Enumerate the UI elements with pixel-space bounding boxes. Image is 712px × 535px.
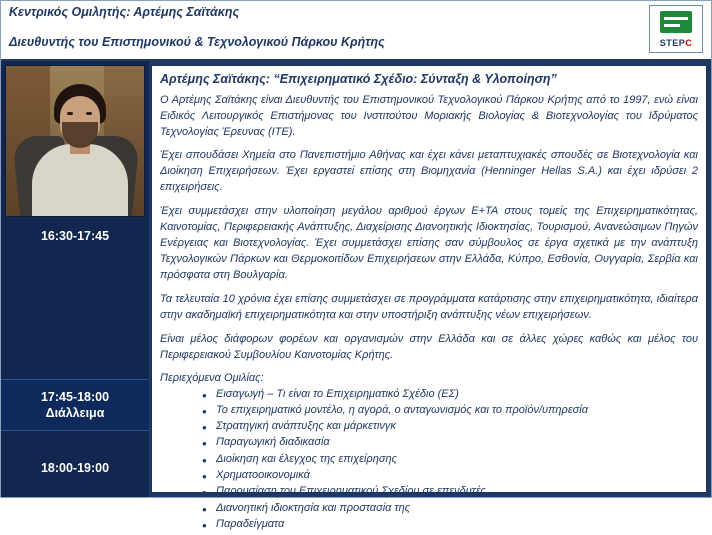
header-speaker-line: Κεντρικός Ομιλητής: Αρτέμης Σαϊτάκης <box>9 5 240 19</box>
photo-eye-left <box>67 112 73 115</box>
photo-shirt <box>32 144 128 216</box>
slide-header <box>1 1 711 61</box>
schedule-slot-1 <box>1 229 149 243</box>
contents-label: Περιεχόμενα Ομιλίας: <box>160 371 264 384</box>
bio-paragraph-5: Είναι μέλος διάφορων φορέων και οργανισμών στην Ελλάδα και σε άλλες χώρες καθώς και μέλος του Περιφερειακού Συμβουλίου Καινοτομίας Κρήτης. <box>160 332 698 361</box>
list-item: • Διανοητική ιδιοκτησία και προστασία της <box>216 500 698 516</box>
schedule-slot-1-time: 16:30-17:45 <box>40 229 110 243</box>
schedule-sidebar <box>1 61 149 497</box>
logo-label <box>650 38 702 48</box>
list-item: • Παραδείγματα <box>216 516 698 532</box>
logo-graphic <box>650 6 702 52</box>
schedule-slot-3-time: 18:00-19:00 <box>40 461 110 475</box>
list-item: • Εισαγωγή – Τι είναι το Επιχειρηματικό Σχέδιο (ΕΣ) <box>216 386 698 402</box>
logo-label-prefix: STEP <box>659 38 686 48</box>
header-role-line: Διευθυντής του Επιστημονικού & Τεχνολογικού Πάρκου Κρήτης <box>9 35 385 49</box>
schedule-slot-2-label: Διάλλειμα <box>45 406 105 420</box>
bio-paragraph-4: Τα τελευταία 10 χρόνια έχει επίσης συμμετάσχει σε προγράμματα κατάρτισης στην επιχειρηματικότητα, ιδιαίτερα στην ακαδημαϊκή επιχειρηματικότητα και στην υποστήριξη ανάπτυξης νέων επιχειρήσεων. <box>160 292 698 321</box>
list-item: • Στρατηγική ανάπτυξης και μάρκετινγκ <box>216 418 698 434</box>
list-item: • Το επιχειρηματικό μοντέλο, η αγορά, ο ανταγωνισμός και το προϊόν/υπηρεσία <box>216 402 698 418</box>
bio-paragraph-1: Ο Αρτέμης Σαϊτάκης είναι Διευθυντής του Επιστημονικού Τεχνολογικού Πάρκου Κρήτης από το 1997, ενώ είναι Ειδικός Λειτουργικός Επιστήμονας του Ινστιτούτου Μοριακής Βιολογίας & Βιοτεχνολογίας του Ιδρύματος Τεχνολογίας Έρευνας (ΙΤΕ). <box>160 93 698 138</box>
content-title: Αρτέμης Σαϊτάκης: “Επιχειρηματικό Σχέδιο: Σύνταξη & Υλοποίηση” <box>160 72 557 86</box>
schedule-slot-2-time: 17:45-18:00 <box>40 390 110 404</box>
list-item: • Χρηματοοικονομικά <box>216 467 698 483</box>
schedule-slot-3 <box>1 461 149 475</box>
bio-paragraph-2: Έχει σπουδάσει Χημεία στο Πανεπιστήμιο Αθήνας και έχει κάνει μεταπτυχιακές σπουδές σε Βιοτεχνολογία και Διοίκηση Επιχειρήσεων. Έχει εργαστεί επίσης στη Βιομηχανία (Henninger Hellas S.A.) και έχει ιδρύσει 2 επιχειρήσεις. <box>160 149 698 194</box>
book-icon <box>660 11 692 33</box>
list-item: • Διοίκηση και έλεγχος της επιχείρησης <box>216 451 698 467</box>
content-panel <box>151 65 707 530</box>
slide-body <box>1 61 711 530</box>
bio-paragraph-3: Έχει συμμετάσχει στην υλοποίηση μεγάλου αριθμού έργων Ε+ΤΑ στους τομείς της Επιχειρηματικότητας, Καινοτομίας, Περιφερειακής Ανάπτυξης, Διαχείρισης Διανοητικής Ιδιοκτησίας, Τουρισμού, Ανανεώσιμων Πηγών Ενέργειας και Βιοτεχνολογίας. Έχει συμμετάσχει επίσης σαν σύμβουλος σε έργα σχετικά με την ανάπτυξη Τεχνολογικών Πάρκων και Θερμοκοιτίδων Επιχειρήσεων στην Ελλάδα, Κύπρο, Εσθονία, Ουγγαρία, Σερβία και πρόσφατα στη Βουλγαρία. <box>160 205 698 281</box>
list-item: • Παρουσίαση του Επιχειρηματικού Σχεδίου σε επενδυτές <box>216 483 698 499</box>
list-item: • Παραγωγική διαδικασία <box>216 434 698 450</box>
stepc-logo <box>649 5 703 53</box>
schedule-slot-2 <box>1 379 149 431</box>
talk-contents-list <box>160 386 698 532</box>
speaker-photo <box>5 65 145 217</box>
logo-label-suffix: C <box>685 38 693 48</box>
photo-eye-right <box>86 112 92 115</box>
